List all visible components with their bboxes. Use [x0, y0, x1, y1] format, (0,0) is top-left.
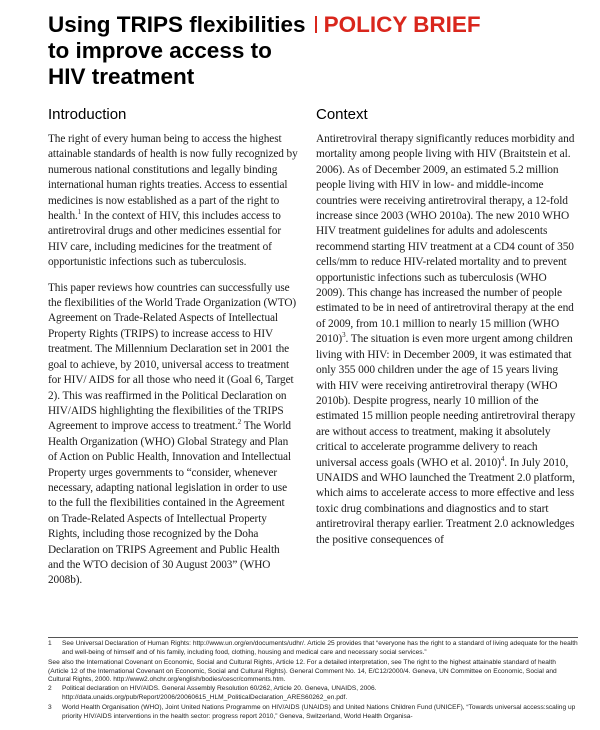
intro-p1-text-b: In the context of HIV, this includes access to antiretroviral drugs and other medicines essential for HIV care, including medicines for the treatment of opportunistic infections such as tuberculosis.	[48, 210, 282, 269]
footnote-ref-1: 1	[77, 208, 82, 217]
context-p1-text-c: . In July 2010, UNAIDS and WHO launched the Treatment 2.0 platform, which aims to accelerate access to more effective and less toxic drug combinations and diagnostics and to start antiretroviral therapy earlier. Treatment 2.0 acknowledges the positive consequences of	[316, 456, 575, 546]
introduction-paragraph-2	[48, 281, 298, 589]
footnote-number-2: 2	[48, 684, 52, 692]
intro-p2-text-a: This paper reviews how countries can successfully use the flexibilities of the World Trade Organization (WTO) Agreement on Trade-Related Aspects of Intellectual Property Rights (TRIPS) to increase access to HIV treatment. The Millennium Declaration set in 2001 the goal to achieve, by 2010, universal access to treatment for HIV/ AIDS for all those who need it (Goal 6, Target 2). This was reaffirmed in the Political Declaration on HIV/AIDS highlighting the flexibilities of the TRIPS Agreement to improve access to treatment.	[48, 281, 297, 433]
title-part-1: Using TRIPS flexibilities	[48, 12, 306, 37]
introduction-heading: Introduction	[48, 106, 127, 123]
title-line-2: to improve access to	[48, 38, 272, 63]
context-p1-text-b: . The situation is even more urgent among children living with HIV: in December 2009, it was estimated that only 355 000 children under the age of 15 years living with HIV were receiving antiretroviral therapy (WHO 2010b). Despite progress, nearly 10 million of the estimated 15 million people needing antiretroviral therapy are without access to treatment, making it absolutely critical to accelerate programme delivery to reach universal access goals (WHO et al. 2010)	[316, 333, 576, 469]
context-column	[316, 106, 578, 558]
footnote-ref-3: 3	[342, 331, 346, 340]
footnote-3	[48, 704, 578, 721]
title-separator	[315, 16, 317, 33]
footnote-2	[48, 685, 578, 702]
footnote-ref-2: 2	[237, 418, 242, 427]
introduction-paragraph-1	[48, 132, 298, 271]
introduction-column	[48, 106, 298, 599]
footnote-ref-4: 4	[500, 454, 505, 463]
footnote-number-1: 1	[48, 640, 52, 647]
intro-p1-text-a: The right of every human being to access the highest attainable standards of health is now fully recognized by numerous national constitutions and legally binding international human rights treaties. Access to essential medicines is now established as a part of the right to health.	[48, 133, 298, 223]
context-p1-text-a: Antiretroviral therapy significantly reduces morbidity and mortality among people living with HIV (Braitstein et al. 2006). As of December 2009, an estimated 5.2 million people living with HIV in low- and middle-income countries were receiving antiretroviral therapy, a 12-fold increase since 2003 (WHO 2010a). The new 2010 WHO HIV treatment guidelines for adults and adolescents recommend starting HIV treatment at a CD4 count of 350 cells/mm to reduce HIV-related mortality and to prevent opportunistic infections such as tuberculosis (WHO 2009). This change has increased the number of people estimated to be in need of antiretroviral therapy at the end of 2009, from 10.1 million to nearly 15 million (WHO 2010)	[316, 133, 575, 346]
footnote-text-1: See Universal Declaration of Human Rights: http://www.un.org/en/documents/udhr/. Article 25 provides that “everyone has the right to a standard of living adequate for the health and well-being of himself and of his family, including food, clothing, housing and medical care and necessary social services.”	[62, 640, 578, 656]
footnote-text-3: World Health Organisation (WHO), Joint United Nations Programme on HIV/AIDS (UNAIDS) and United Nations Children Fund (UNICEF), “Towards universal access:scaling up priority HIV/AIDS interventions in the health sector: progress report 2010,” Geneva, Switzerland, World Health Organisa-	[62, 704, 576, 720]
footnote-1	[48, 640, 578, 657]
footnote-1-continued: See also the International Covenant on Economic, Social and Cultural Rights, Article 12. For a detailed interpretation, see The right to the highest attainable standard of health (Article 12 of the International Covenant on Economic, Social and Cultural Rights). General Comment No. 14, E/C12/2000/4. Geneva, UN Committee on Economic, Social and Cultural Rights, 2000. http://www2.ohchr.org/english/bodies/cescr/comments.htm.	[48, 659, 557, 684]
intro-p2-text-b: The World Health Organization (WHO) Global Strategy and Plan of Action on Public Health, Innovation and Intellectual Property urges governments to “consider, whenever necessary, adapting national legislation in order to use to the full the flexibilities contained in the Agreement on Trade-Related Aspects of Intellectual Property Rights, including those recognized by the Doha Declaration on TRIPS Agreement and Public Health and the WTO decision of 30 August 2003” (WHO 2008b).	[48, 420, 291, 587]
context-heading: Context	[316, 106, 368, 123]
title-line-1	[48, 12, 588, 38]
policy-brief-label: POLICY BRIEF	[323, 12, 481, 37]
footnote-divider	[48, 637, 578, 638]
footnotes	[48, 640, 578, 723]
document-header	[48, 12, 588, 90]
context-paragraph-1	[316, 132, 578, 548]
footnote-text-2: Political declaration on HIV/AIDS. General Assembly Resolution 60/262, Article 20. Geneva, UNAIDS, 2006. http://data.unaids.org/pub/Report/2006/20060615_HLM_PoliticalDeclaration_ARES60262_en.pdf.	[62, 684, 377, 701]
footnote-number-3: 3	[48, 704, 52, 712]
title-line-3: HIV treatment	[48, 64, 195, 89]
